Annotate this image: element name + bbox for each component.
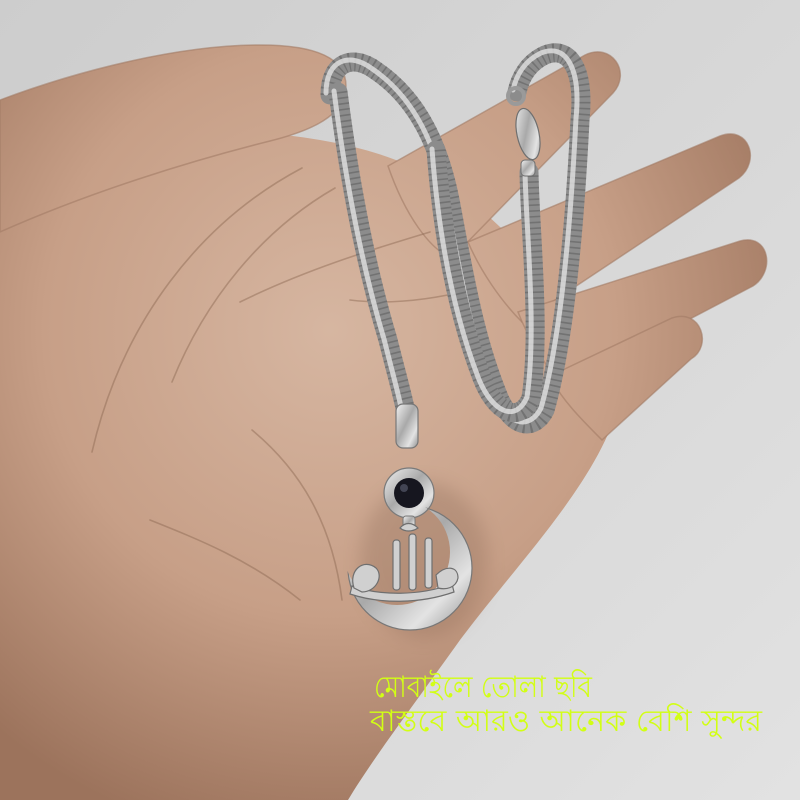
pendant-bale <box>396 404 418 448</box>
clasp-end-cap <box>521 160 535 176</box>
caption-line-1: মোবাইলে তোলা ছবি <box>374 670 624 705</box>
caption-line-2: বাস্তবে আরও আনেক বেশি সুন্দর <box>370 704 759 739</box>
stone-highlight <box>400 484 408 492</box>
pendant-stone <box>394 478 424 508</box>
